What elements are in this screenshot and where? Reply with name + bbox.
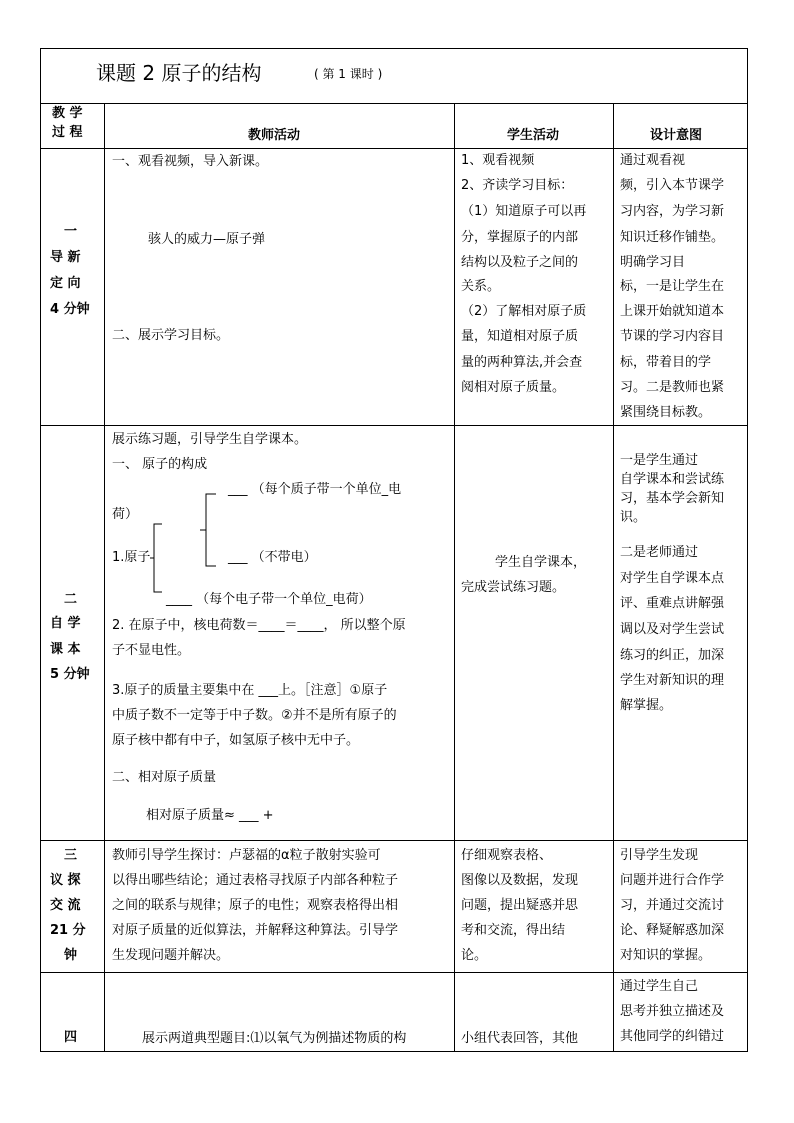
lesson-subtitle: ( 第 1 课时 ) xyxy=(314,67,383,81)
stage2-neutron: ___ （不带电） xyxy=(228,550,317,565)
stage1-design-line: 上课开始就知道本 xyxy=(620,304,725,319)
stage3-teacher-line: 之间的联系与规律；原子的电性；观察表格得出相 xyxy=(112,898,399,913)
stage2-question3-line2: 中质子数不一定等于中子数。②并不是所有原子的 xyxy=(112,708,397,723)
stage4-teacher-line: 展示两道典型题目:⑴以氧气为例描述物质的构 xyxy=(142,1031,407,1046)
stage2-question2-line2: 子不显电性。 xyxy=(112,643,191,658)
stage1-label-2: 定 向 xyxy=(50,276,81,291)
stage3-design-line: 引导学生发现 xyxy=(620,848,699,863)
stage1-design-line: 节课的学习内容目 xyxy=(620,329,725,344)
stage2-design-line: 调以及对学生尝试 xyxy=(620,622,725,637)
header-process-line2: 过 程 xyxy=(52,125,83,140)
stage1-label-1: 导 新 xyxy=(50,250,81,265)
stage1-student-line: 量的两种算法,并会查 xyxy=(461,355,583,370)
stage1-label-3: 4 分钟 xyxy=(50,302,90,317)
stage3-design-line: 问题并进行合作学 xyxy=(620,873,725,888)
row-divider xyxy=(40,148,748,149)
column-divider xyxy=(613,103,614,1052)
stage1-student-line: 2、齐读学习目标： xyxy=(461,178,574,193)
stage3-label-1: 议 探 xyxy=(50,873,81,888)
stage1-design-line: 明确学习目 xyxy=(620,255,686,270)
stage1-design-line: 习。二是教师也紧 xyxy=(620,380,725,395)
row-divider xyxy=(40,972,748,973)
stage2-design-line: 练习的纠正，加深 xyxy=(620,648,725,663)
stage3-teacher-line: 以得出哪些结论；通过表格寻找原子内部各种粒子 xyxy=(112,873,399,888)
lesson-title: 课题 2 原子的结构 xyxy=(96,61,262,85)
stage4-student-line: 小组代表回答，其他 xyxy=(461,1031,579,1046)
stage3-number: 三 xyxy=(64,848,78,863)
stage1-design-line: 频，引入本节课学 xyxy=(620,178,725,193)
stage2-number: 二 xyxy=(64,592,78,607)
stage2-design-line: 一是学生通过 xyxy=(620,453,699,468)
column-divider xyxy=(104,103,105,1052)
stage1-design-line: 知识迁移作铺垫。 xyxy=(620,230,725,245)
stage2-proton: ___ （每个质子带一个单位_电 xyxy=(228,482,402,497)
stage3-student-line: 问题，提出疑惑并思 xyxy=(461,898,579,913)
stage3-student-line: 仔细观察表格、 xyxy=(461,848,553,863)
stage1-student-line: 量，知道相对原子质 xyxy=(461,329,579,344)
stage3-label-3: 21 分 xyxy=(50,923,86,938)
stage2-design-line: 识。 xyxy=(620,510,647,525)
row-divider xyxy=(40,840,748,841)
header-teacher: 教师活动 xyxy=(248,128,301,143)
stage2-design-line: 解掌握。 xyxy=(620,698,673,713)
stage2-design-line: 自学课本和尝试练 xyxy=(620,472,725,487)
stage2-formula: 相对原子质量≈ ___ + xyxy=(146,808,274,823)
stage1-design-line: 标，带着目的学 xyxy=(620,355,712,370)
stage2-label-1: 自 学 xyxy=(50,616,81,631)
stage1-student-line: 关系。 xyxy=(461,279,501,294)
stage3-design-line: 论、释疑解惑加深 xyxy=(620,923,725,938)
atom-structure-brace xyxy=(150,488,230,600)
stage3-student-line: 考和交流，得出结 xyxy=(461,923,566,938)
stage2-section-atom: 一、 原子的构成 xyxy=(112,457,208,472)
stage2-question3-line1: 3.原子的质量主要集中在 ___上。［注意］①原子 xyxy=(112,683,388,698)
stage2-atom-label: 1.原子 xyxy=(112,550,151,565)
inner-brace xyxy=(200,494,216,566)
stage3-design-line: 习，并通过交流讨 xyxy=(620,898,725,913)
stage3-teacher-line: 教师引导学生探讨：卢瑟福的α粒子散射实验可 xyxy=(112,848,381,863)
stage1-teacher-line: 二、展示学习目标。 xyxy=(112,328,230,343)
stage1-student-line: （2）了解相对原子质 xyxy=(461,304,587,319)
stage1-student-line: （1）知道原子可以再 xyxy=(461,204,587,219)
stage1-design-line: 通过观看视 xyxy=(620,153,686,168)
stage2-question2-line1: 2. 在原子中，核电荷数＝____＝____， 所以整个原 xyxy=(112,618,406,633)
header-design: 设计意图 xyxy=(650,128,703,143)
stage2-section-relative-mass: 二、相对原子质量 xyxy=(112,770,217,785)
stage1-design-line: 紧围绕目标教。 xyxy=(620,405,712,420)
stage3-teacher-line: 生发现问题并解决。 xyxy=(112,948,230,963)
stage4-design-line: 其他同学的纠错过 xyxy=(620,1029,725,1044)
stage2-intro: 展示练习题，引导学生自学课本。 xyxy=(112,432,308,447)
header-student: 学生活动 xyxy=(507,128,560,143)
stage3-label-2: 交 流 xyxy=(50,898,81,913)
stage3-student-line: 论。 xyxy=(461,948,488,963)
stage4-number: 四 xyxy=(64,1030,78,1045)
stage2-design-line: 对学生自学课本点 xyxy=(620,571,725,586)
stage2-student-line: 学生自学课本， xyxy=(495,555,587,570)
header-process-line1: 教 学 xyxy=(52,106,83,121)
stage2-design-line: 二是老师通过 xyxy=(620,545,699,560)
stage1-student-line: 结构以及粒子之间的 xyxy=(461,255,579,270)
stage1-design-line: 标，一是让学生在 xyxy=(620,279,725,294)
stage2-student-line: 完成尝试练习题。 xyxy=(461,580,566,595)
row-divider xyxy=(40,103,748,104)
stage2-label-2: 课 本 xyxy=(50,642,81,657)
stage3-student-line: 图像以及数据，发现 xyxy=(461,873,579,888)
stage1-student-line: 分，掌握原子的内部 xyxy=(461,230,579,245)
stage2-question3-line3: 原子核中都有中子，如氢原子核中无中子。 xyxy=(112,733,360,748)
stage1-number: 一 xyxy=(64,224,78,239)
stage3-label-4: 钟 xyxy=(64,948,78,963)
stage2-electron: ____ （每个电子带一个单位_电荷） xyxy=(166,592,372,607)
stage1-teacher-line: 一、观看视频，导入新课。 xyxy=(112,154,269,169)
outer-brace xyxy=(150,524,162,592)
stage1-teacher-video-title: 骇人的威力—原子弹 xyxy=(148,232,266,247)
stage4-design-line: 通过学生自己 xyxy=(620,979,699,994)
row-divider xyxy=(40,425,748,426)
stage1-student-line: 1、观看视频 xyxy=(461,153,535,168)
stage2-design-line: 学生对新知识的理 xyxy=(620,673,725,688)
column-divider xyxy=(454,103,455,1052)
stage3-design-line: 对知识的掌握。 xyxy=(620,948,712,963)
stage2-design-line: 评、重难点讲解强 xyxy=(620,596,725,611)
stage3-teacher-line: 对原子质量的近似算法，并解释这种算法。引导学 xyxy=(112,923,399,938)
stage1-student-line: 阅相对原子质量。 xyxy=(461,380,566,395)
stage4-design-line: 思考并独立描述及 xyxy=(620,1004,725,1019)
stage2-design-line: 习，基本学会新知 xyxy=(620,491,725,506)
stage2-proton-cont: 荷） xyxy=(112,507,139,522)
stage1-design-line: 习内容，为学习新 xyxy=(620,204,725,219)
stage2-label-3: 5 分钟 xyxy=(50,667,90,682)
